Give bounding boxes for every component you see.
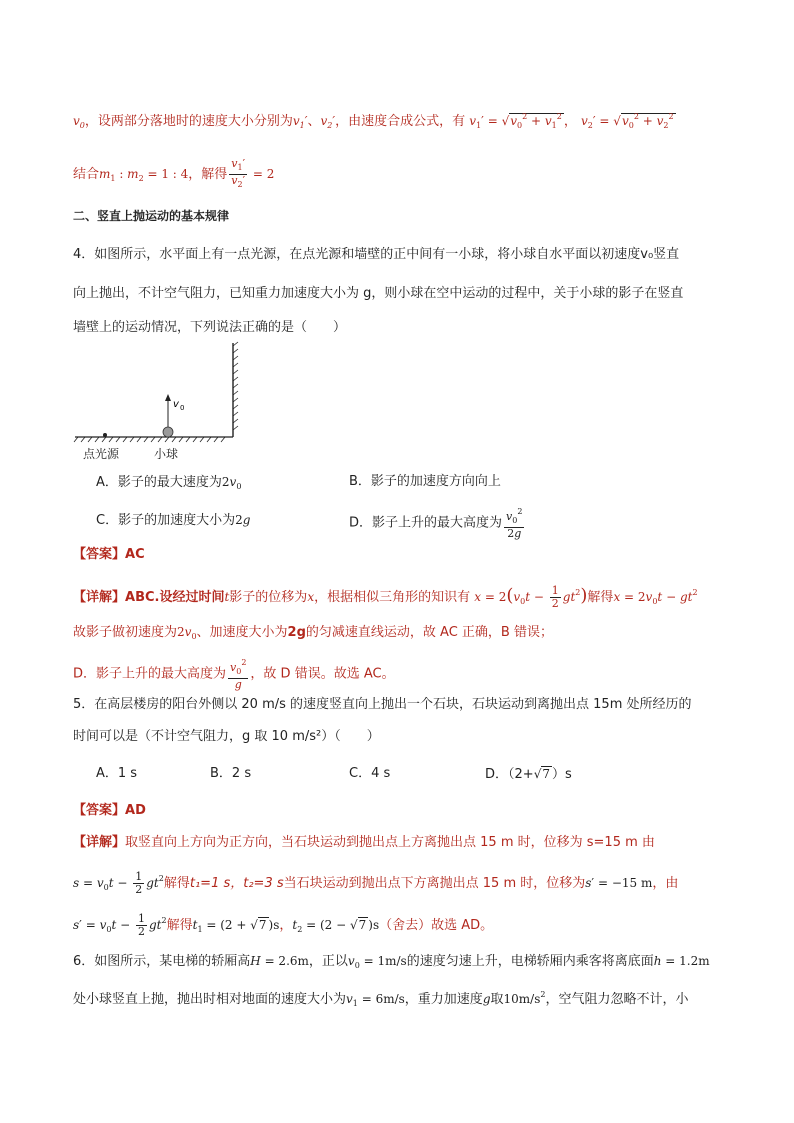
- text-segment: 解得: [163, 876, 190, 891]
- text-segment: 的速度匀速上升，电梯轿厢内乘客将离底面: [406, 954, 654, 969]
- q4-detail-line3: D．影子上升的最大高度为 $\frac{v_0^2}{g}$ ，故 D 错误。故选 AC。: [73, 658, 395, 691]
- option-text: D．影子上升的最大高度为: [349, 515, 503, 531]
- text-segment: t₁=1 s，t₂=3 s: [189, 876, 284, 891]
- q4-stem-line3: 墙壁上的运动情况，下列说法正确的是（ ）: [73, 320, 347, 335]
- q5-detail-line1: [73, 834, 655, 852]
- option-text: D．（2+: [485, 767, 534, 782]
- velocity-formula-line: $v_0$，设两部分落地时的速度大小分别为$v_1'$、$v_2'$，由速度合成公式，有 $v_1' = √v_0^2 + v_1^2$ ， $v_2' = √v_0^2 + v_2^2$: [73, 112, 674, 130]
- q4-detail-line2: 故影子做初速度为$2v_0$、加速度大小为2g的匀减速直线运动，故 AC 正确，B 错误；: [73, 625, 553, 641]
- text-segment: ，由速度合成公式，有: [335, 114, 466, 129]
- text-segment: 取: [490, 992, 504, 1007]
- text-segment: 处小球竖直上抛，抛出时相对地面的速度大小为: [73, 992, 347, 1007]
- q4-answer: [73, 546, 145, 564]
- ball: [163, 427, 173, 437]
- text-segment: ，: [563, 114, 577, 129]
- q5-option-d: D．（2+√7 ）s: [485, 767, 572, 782]
- text-segment: ，正以: [308, 954, 348, 969]
- wall-hatching: [233, 342, 238, 430]
- text-segment: ，根据相似三角形的知识有: [314, 590, 471, 605]
- q4-option-a: A．影子的最大速度为$2v_0$: [96, 475, 242, 491]
- q4-stem-line2: 向上抛出，不计空气阻力，已知重力加速度大小为 g，则小球在空中运动的过程中，关于小球的影子在竖直: [73, 286, 684, 301]
- fraction: $\frac{v_1'}{v_2'}$: [231, 157, 246, 189]
- text-segment: ，空气阻力忽略不计，小: [545, 992, 689, 1007]
- option-text: C．影子的加速度大小为: [96, 513, 236, 528]
- text-segment: ，重力加速度: [404, 992, 483, 1007]
- q5-stem-line1: 5．在高层楼房的阳台外侧以 20 m/s 的速度竖直向上抛出一个石块，石块运动到离抛出点 15m 处所经历的: [73, 697, 692, 712]
- text-segment: ，设两部分落地时的速度大小分别为: [84, 114, 293, 129]
- answer-value: AD: [125, 803, 146, 818]
- q5-detail-line2: $s = v_0t$ − $\frac{1}{2}$ $gt^2$解得t₁=1 s，t₂=3 s当石块运动到抛出点下方离抛出点 15 m 时，位移为s′ = −15 m，由: [73, 870, 679, 896]
- q5-stem-line2: 时间可以是（不计空气阻力，g 取 10 m/s²）（ ）: [73, 729, 380, 744]
- ball-label: 小球: [154, 447, 179, 461]
- text-segment: 故影子做初速度为: [73, 625, 178, 640]
- ratio-line: 结合$m_1$ : $m_2 = 1$ : 4，解得 $\frac{v_1'}{v_2'}$ = 2: [73, 157, 275, 189]
- text-segment: （舍去）故选 AD。: [379, 918, 494, 933]
- q4-figure: [70, 340, 270, 465]
- text-segment: 解得: [587, 590, 614, 605]
- text-segment: D．影子上升的最大高度为: [73, 666, 227, 682]
- text-segment: ，由: [652, 876, 679, 891]
- text-segment: ，解得: [188, 167, 228, 182]
- text-segment: ABC.设经过时间: [125, 590, 225, 605]
- answer-value: AC: [125, 547, 145, 562]
- detail-tag: 【详解】: [73, 590, 126, 605]
- q5-answer: [73, 802, 146, 820]
- text-segment: 、加速度大小为: [196, 625, 288, 640]
- text-segment: 取竖直向上方向为正方向，当石块运动到抛出点上方离抛出点 15 m 时，位移为 s=15 m 由: [125, 835, 655, 850]
- q4-stem-line1: 4．如图所示，水平面上有一点光源，在点光源和墙壁的正中间有一小球，将小球自水平面以初速度v₀竖直: [73, 247, 680, 262]
- text-segment: 结合: [73, 167, 100, 182]
- q4-detail-line1: 【详解】ABC.设经过时间t影子的位移为x，根据相似三角形的知识有 $x = 2(v_0t$ − $\frac{1}{2}$ $gt^2$)解得$x = 2v_0t - gt^2$: [73, 584, 698, 610]
- text-segment: 的匀减速直线运动，故 AC 正确，B 错误；: [305, 625, 553, 640]
- velocity-sub: 0: [180, 404, 185, 412]
- answer-tag: 【答案】: [73, 803, 126, 818]
- q4-option-b: B．影子的加速度方向向上: [349, 474, 501, 489]
- light-source-dot: [103, 433, 107, 437]
- arrow-head: [165, 394, 171, 401]
- q4-option-d: D．影子上升的最大高度为 $\frac{v_0^2}{2g}$: [349, 507, 523, 540]
- q5-option-a: A．1 s: [96, 766, 138, 781]
- light-source-label: 点光源: [83, 447, 120, 461]
- text-segment: 当石块运动到抛出点下方离抛出点 15 m 时，位移为: [283, 876, 586, 891]
- q5-option-c: C．4 s: [349, 766, 391, 781]
- q5-option-b: B．2 s: [210, 766, 252, 781]
- option-text: A．影子的最大速度为: [96, 475, 222, 490]
- text-segment: 6．如图所示，某电梯的轿厢高: [73, 954, 251, 969]
- detail-tag: 【详解】: [73, 835, 126, 850]
- velocity-label: v: [173, 399, 179, 410]
- text-segment: 2g: [287, 625, 306, 640]
- text-segment: 影子的位移为: [229, 590, 308, 605]
- section-title: 二、竖直上抛运动的基本规律: [73, 209, 230, 223]
- q5-detail-line3: $s' = v_0t$ − $\frac{1}{2}$ $gt^2$解得$t_1 = (2 + √7$ )s，$t_2 = (2 - √7$ )s（舍去）故选 AD。: [73, 912, 494, 938]
- ground-hatching: [74, 437, 225, 442]
- text-segment: ，故 D 错误。故选 AC。: [250, 666, 395, 682]
- option-text: ）s: [551, 767, 572, 782]
- answer-tag: 【答案】: [73, 547, 126, 562]
- q4-option-c: C．影子的加速度大小为2g: [96, 513, 251, 528]
- text-segment: 、: [307, 114, 321, 129]
- text-segment: 解得: [166, 918, 193, 933]
- q6-stem-line1: 6．如图所示，某电梯的轿厢高H = 2.6m，正以$v_0 = 1m/s$的速度匀速上升，电梯轿厢内乘客将离底面h = 1.2m: [73, 954, 710, 970]
- q6-stem-line2: 处小球竖直上抛，抛出时相对地面的速度大小为$v_1 = 6m/s$，重力加速度g取$10m/s^2$，空气阻力忽略不计，小: [73, 990, 689, 1008]
